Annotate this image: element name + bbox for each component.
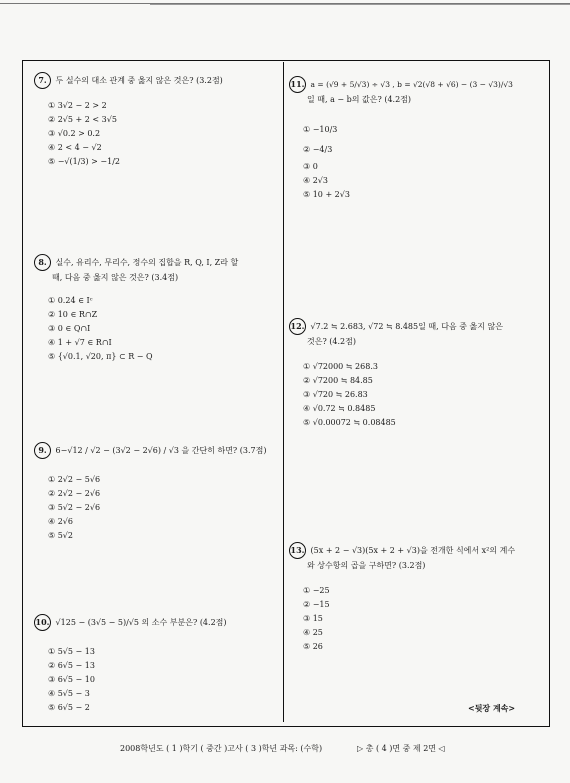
option-4[interactable]: ④ 2 < 4 − √2	[48, 143, 102, 152]
question-12-header	[289, 318, 544, 348]
option-2[interactable]: ② −15	[303, 600, 330, 609]
question-11	[289, 76, 544, 202]
option-5[interactable]: ⑤ −√(1/3) > −1/2	[48, 157, 120, 166]
option-3[interactable]: ③ 0	[303, 162, 318, 171]
question-stem-line-2: 일 때, a − b의 값은? (4.2점)	[307, 95, 412, 104]
option-5[interactable]: ⑤ {√0.1, √20, π} ⊂ R − Q	[48, 352, 153, 361]
option-1[interactable]: ① 3√2 − 2 > 2	[48, 101, 107, 110]
option-1[interactable]: ① 0.24 ∈ Iᶜ	[48, 296, 93, 305]
option-2[interactable]: ② 6√5 − 13	[48, 661, 95, 670]
question-13-header	[289, 542, 544, 572]
option-2[interactable]: ② 2√5 + 2 < 3√5	[48, 115, 117, 124]
question-10	[34, 614, 279, 715]
question-7	[34, 72, 279, 169]
question-10-header	[34, 614, 279, 631]
option-4[interactable]: ④ 25	[303, 628, 323, 637]
question-7-header	[34, 72, 279, 89]
question-12	[289, 318, 544, 430]
option-4[interactable]: ④ √0.72 ≒ 0.8485	[303, 404, 376, 413]
question-13	[289, 542, 544, 654]
question-stem-line-1: (5x + 2 − √3)(5x + 2 + √3)을 전개한 식에서 x²의 계수	[310, 546, 516, 555]
option-2[interactable]: ② −4/3	[303, 145, 333, 154]
question-stem-line-2: 것은? (4.2점)	[307, 337, 356, 346]
option-5[interactable]: ⑤ 6√5 − 2	[48, 703, 90, 712]
question-stem-line-1: 실수, 유리수, 무리수, 정수의 집합을 R, Q, I, Z라 할	[55, 258, 239, 267]
question-8-header	[34, 254, 279, 284]
top-rule-2	[150, 4, 570, 5]
question-stem-line-1: √7.2 ≒ 2.683, √72 ≒ 8.485일 때, 다음 중 옳지 않은	[310, 322, 503, 331]
question-stem-line-2: 때, 다음 중 옳지 않은 것은? (3.4점)	[52, 273, 179, 282]
question-stem: 6−√12 / √2 − (3√2 − 2√6) / √3 을 간단히 하면? (3.7점)	[55, 446, 267, 455]
question-number: 12.	[289, 318, 306, 335]
option-3[interactable]: ③ 6√5 − 10	[48, 675, 95, 684]
option-1[interactable]: ① 5√5 − 13	[48, 647, 95, 656]
question-11-header	[289, 76, 544, 106]
option-5[interactable]: ⑤ 5√2	[48, 531, 73, 540]
option-3[interactable]: ③ 15	[303, 614, 323, 623]
option-5[interactable]: ⑤ √0.00072 ≒ 0.08485	[303, 418, 396, 427]
option-4[interactable]: ④ 5√5 − 3	[48, 689, 90, 698]
option-4[interactable]: ④ 2√6	[48, 517, 73, 526]
question-stem: √125 − (3√5 − 5)/√5 의 소수 부분은? (4.2점)	[55, 618, 227, 627]
option-1[interactable]: ① √72000 ≒ 268.3	[303, 362, 378, 371]
continue-note: <뒷장 계속>	[468, 703, 516, 713]
footer-exam-info: 2008학년도 ( 1 )학기 ( 중간 )고사 ( 3 )학년 과목: (수학)	[120, 744, 323, 753]
option-2[interactable]: ② √7200 ≒ 84.85	[303, 376, 373, 385]
question-stem-line-2: 와 상수항의 곱을 구하면? (3.2점)	[307, 561, 426, 570]
option-4[interactable]: ④ 1 + √7 ∈ R∩I	[48, 338, 112, 347]
question-9-header	[34, 442, 279, 459]
question-8	[34, 254, 279, 364]
question-number: 8.	[34, 254, 51, 271]
option-3[interactable]: ③ √720 ≒ 26.83	[303, 390, 368, 399]
question-number: 13.	[289, 542, 306, 559]
question-9	[34, 442, 279, 543]
column-divider	[283, 62, 284, 722]
question-number: 7.	[34, 72, 51, 89]
option-1[interactable]: ① −25	[303, 586, 330, 595]
option-1[interactable]: ① 2√2 − 5√6	[48, 475, 101, 484]
option-2[interactable]: ② 10 ∈ R∩Z	[48, 310, 98, 319]
question-stem: 두 실수의 대소 관계 중 옳지 않은 것은? (3.2점)	[55, 76, 223, 85]
option-3[interactable]: ③ √0.2 > 0.2	[48, 129, 101, 138]
option-3[interactable]: ③ 5√2 − 2√6	[48, 503, 101, 512]
option-2[interactable]: ② 2√2 − 2√6	[48, 489, 101, 498]
option-4[interactable]: ④ 2√3	[303, 176, 328, 185]
option-5[interactable]: ⑤ 10 + 2√3	[303, 190, 350, 199]
question-stem-line-1: a = (√9 + 5/√3) ÷ √3 , b = √2(√8 + √6) − (3 − √3)/√3	[310, 80, 513, 89]
question-number: 9.	[34, 442, 51, 459]
option-3[interactable]: ③ 0 ∈ Q∩I	[48, 324, 91, 333]
option-1[interactable]: ① −10/3	[303, 125, 338, 134]
footer-page-info: ▷ 총 ( 4 )면 중 제 2면 ◁	[357, 744, 445, 753]
option-5[interactable]: ⑤ 26	[303, 642, 323, 651]
question-number: 10.	[34, 614, 51, 631]
question-number: 11.	[289, 76, 306, 93]
